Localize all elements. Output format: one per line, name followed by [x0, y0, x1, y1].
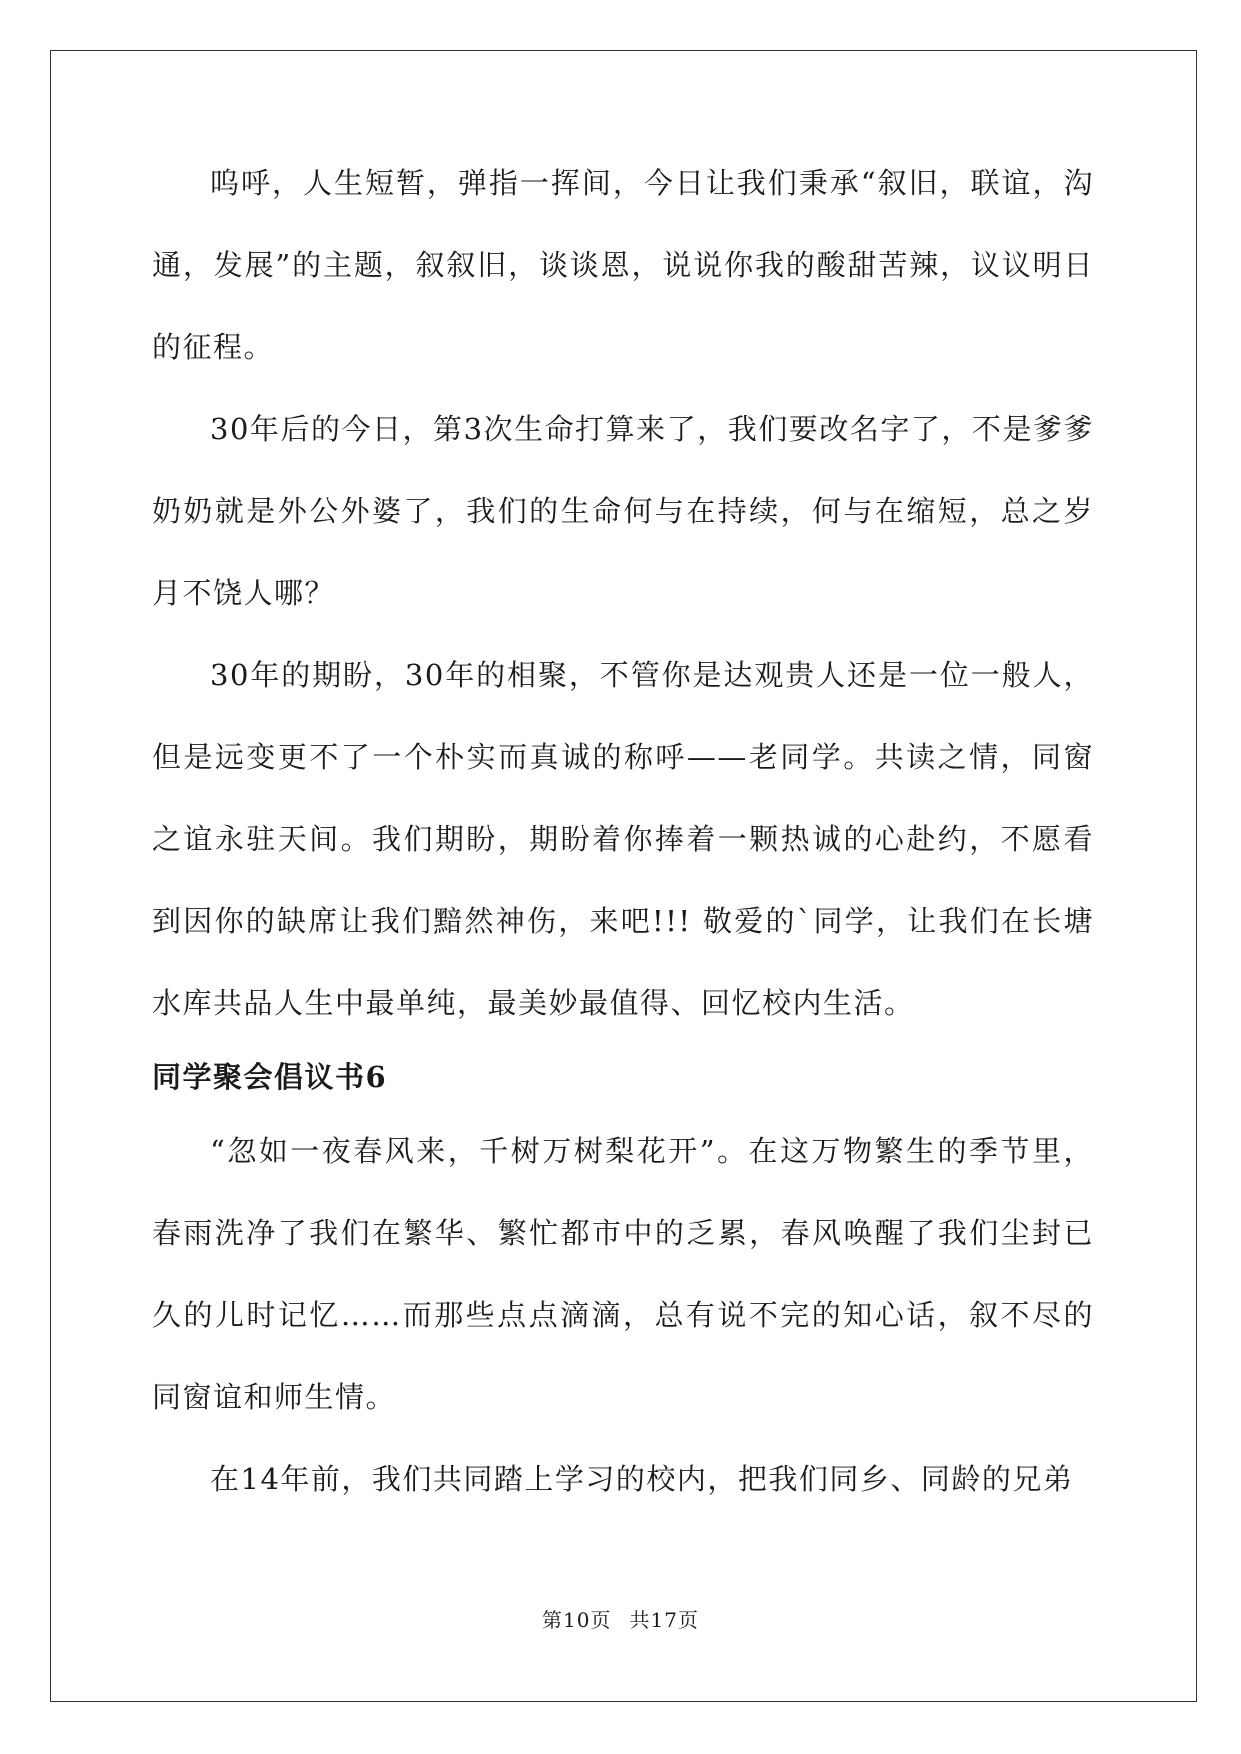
section-heading: 同学聚会倡议书6 [152, 1060, 388, 1094]
page-footer [0, 1604, 1241, 1633]
paragraph-2: 30年后的今日，第3次生命打算来了，我们要改名字了，不是爹爹奶奶就是外公外婆了，我们的生命何与在持续，何与在缩短，总之岁月不饶人哪？ [152, 412, 1094, 610]
paragraph-5: 在14年前，我们共同踏上学习的校内，把我们同乡、同龄的兄弟 [210, 1462, 1074, 1496]
paragraph-1: 呜呼，人生短暂，弹指一挥间，今日让我们秉承“叙旧，联谊，沟通，发展”的主题，叙叙旧，谈谈恩，说说你我的酸甜苦辣，议议明日的征程。 [152, 166, 1094, 364]
paragraph-4: “忽如一夜春风来，千树万树梨花开”。在这万物繁生的季节里，春雨洗净了我们在繁华、繁忙都市中的乏累，春风唤醒了我们尘封已久的儿时记忆……而那些点点滴滴，总有说不完的知心话，叙不尽的同窗谊和师生情。 [152, 1134, 1094, 1414]
document-body [152, 142, 1094, 1520]
paragraph-3: 30年的期盼，30年的相聚，不管你是达观贵人还是一位一般人，但是远变更不了一个朴实而真诚的称呼——老同学。共读之情，同窗之谊永驻天间。我们期盼，期盼着你捧着一颗热诚的心赴约，不愿看到因你的缺席让我们黯然神伤，来吧!!! 敬爱的`同学，让我们在长塘水库共品人生中最单纯，最美妙最值得、回忆校内生活。 [152, 658, 1094, 1020]
page-total: 共17页 [629, 1608, 699, 1632]
page-number: 第10页 [542, 1608, 612, 1632]
